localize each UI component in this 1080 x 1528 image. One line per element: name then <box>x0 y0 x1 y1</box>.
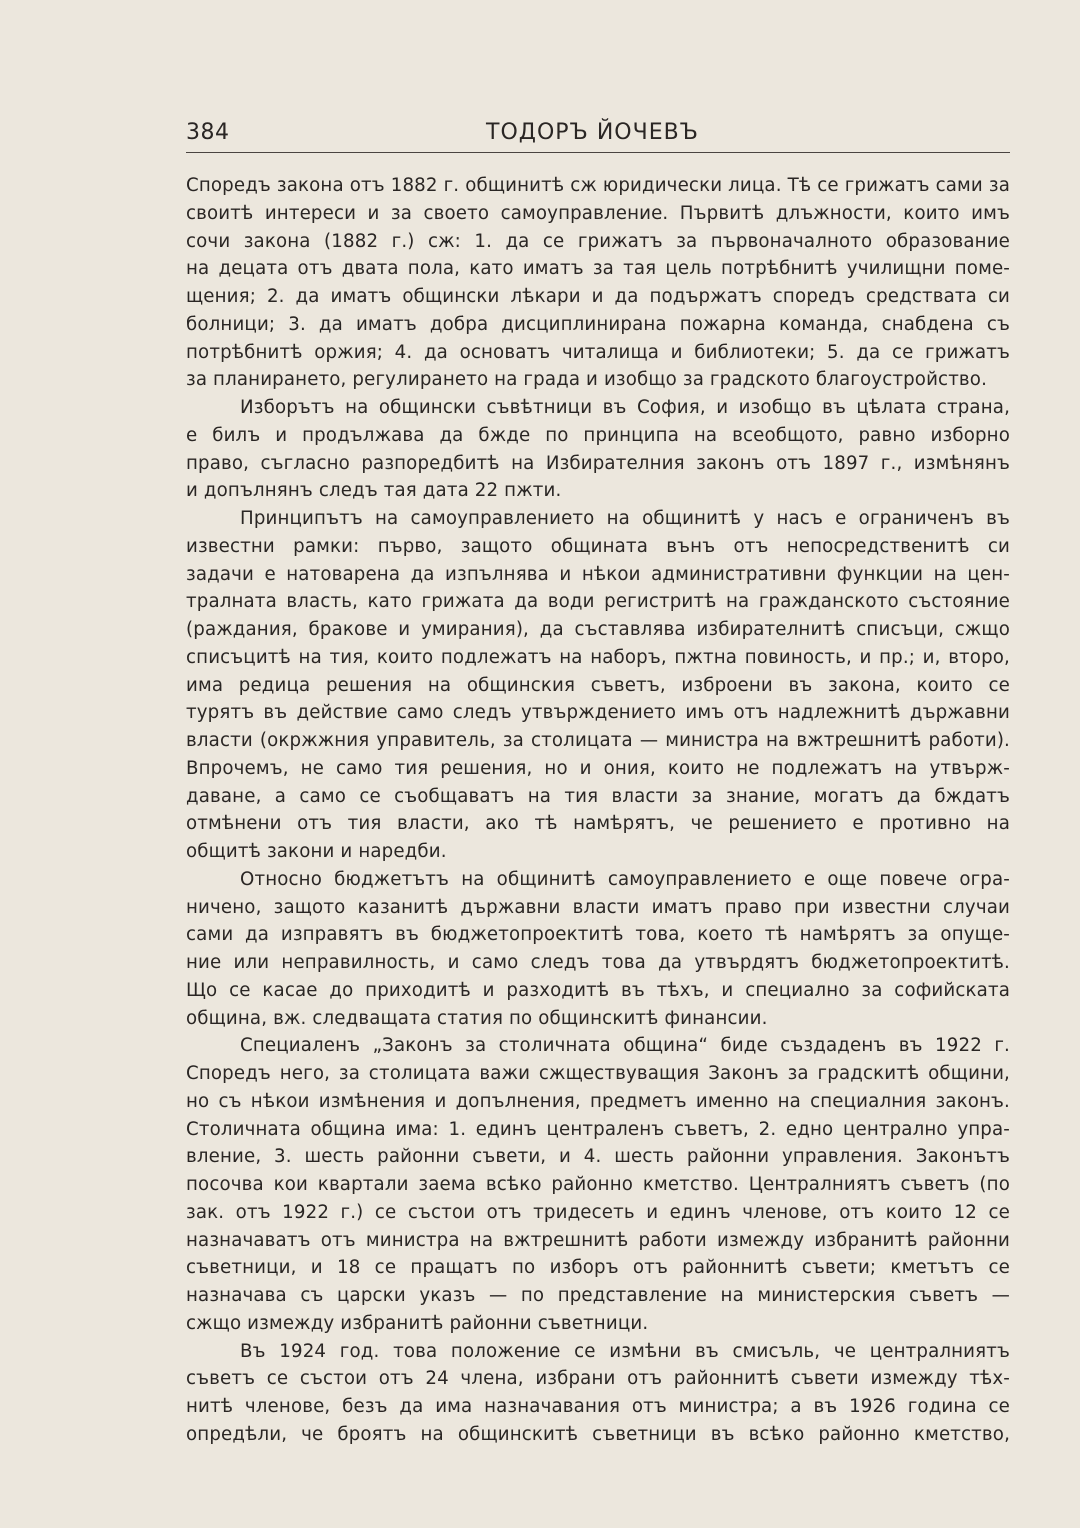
text-line: сочи закона (1882 г.) сж: 1. да се грижатъ за първоначалното образование <box>186 230 1010 252</box>
text-line: за планирането, регулирането на града и изобщо за градското благоустройство. <box>186 369 988 391</box>
text-line: даване, а само се съобщаватъ на тия власти за знание, могатъ да бждатъ <box>186 785 1010 807</box>
text-line: болници; 3. да иматъ добра дисциплинирана пожарна команда, снабдена съ <box>186 313 1010 335</box>
text-line: сами да изправятъ въ бюджетопроектитѣ това, което тѣ намѣрятъ за опуще- <box>186 924 1010 946</box>
text-line: задачи е натоварена да изпълнява и нѣкои административни функции на цен- <box>186 563 1010 585</box>
text-line: нитѣ членове, безъ да има назначавания отъ министра; а въ 1926 година се <box>186 1396 1010 1417</box>
text-line: съветъ се състои отъ 24 члена, избрани отъ районнитѣ съвети измежду тѣх- <box>186 1368 1010 1390</box>
text-line: Изборътъ на общински съвѣтници въ София, и изобщо въ цѣлата страна, <box>240 397 1010 418</box>
text-line: Специаленъ „Законъ за столичната община“ биде създаденъ въ 1922 г. <box>240 1035 1010 1057</box>
text-line: отмѣнени отъ тия власти, ако тѣ намѣрятъ, че решението е противно на <box>186 813 1010 835</box>
text-line: щения; 2. да иматъ общински лѣкари и да подържатъ споредъ средствата си <box>186 286 1010 307</box>
text-line: Споредъ закона отъ 1882 г. общинитѣ сж юридически лица. Тѣ се грижатъ сами за <box>186 175 1010 196</box>
running-title: ТОДОРЪ ЙОЧЕВЪ <box>486 120 699 145</box>
text-line: Столичната община има: 1. единъ централенъ съветъ, 2. едно централно упра- <box>186 1118 1010 1140</box>
text-line: своитѣ интереси и за своето самоуправление. Първитѣ длъжности, които имъ <box>186 202 1010 224</box>
text-line: е билъ и продължава да бжде по принципа на всеобщото, равно изборно <box>186 424 1010 446</box>
text-line: ничено, защото казанитѣ държавни власти иматъ право при известни случаи <box>186 896 1010 918</box>
text-line: Относно бюджетътъ на общинитѣ самоуправлението е още повече огра- <box>240 868 1010 890</box>
text-line: вление, 3. шесть районни съвети, и 4. шесть районни управления. Законътъ <box>186 1146 1010 1168</box>
text-line: има редица решения на общинския съветъ, изброени въ закона, които се <box>186 674 1010 696</box>
text-line: тралната власть, като грижата да води регистритѣ на гражданското състояние <box>186 591 1010 613</box>
text-line: Що се касае до приходитѣ и разходитѣ въ тѣхъ, и специално за софийската <box>186 979 1010 1001</box>
text-line: Споредъ него, за столицата важи сжществуващия Законъ за градскитѣ общини, <box>186 1063 1010 1084</box>
text-line: Въ 1924 год. това положение се измѣни въ смисъль, че централниятъ <box>240 1340 1010 1362</box>
text-line: право, съгласно разпоредбитѣ на Избирателния законъ отъ 1897 г., измѣнянъ <box>186 452 1010 474</box>
text-line: но съ нѣкои измѣнения и допълнения, предметъ именно на специалния законъ. <box>186 1090 1010 1112</box>
text-line: община, вж. следващата статия по общинскитѣ финансии. <box>186 1007 768 1029</box>
text-line: съветници, и 18 се пращатъ по изборъ отъ районнитѣ съвети; кметътъ се <box>186 1257 1010 1279</box>
text-line: на децата отъ двата пола, като иматъ за тая цель потрѣбнитѣ училищни поме- <box>186 258 1010 280</box>
text-line: и допълнянъ следъ тая дата 22 пжти. <box>186 480 562 502</box>
text-line: посочва кои квартали заема всѣко районно кметство. Централниятъ съветъ (по <box>186 1174 1010 1195</box>
text-line: назначаватъ отъ министра на вжтрешнитѣ работи измежду избранитѣ районни <box>186 1229 1010 1251</box>
text-line: Впрочемъ, не само тия решения, но и ония, които не подлежатъ на утвърж- <box>186 757 1010 779</box>
text-line: турятъ въ действие само следъ утвърждението имъ отъ надлежнитѣ държавни <box>186 702 1010 724</box>
text-line: ние или неправилность, и само следъ това да утвърдятъ бюджетопроектитѣ. <box>186 952 1010 973</box>
text-line: сжщо измежду избранитѣ районни съветници. <box>186 1312 649 1334</box>
text-line: назначава съ царски указъ — по представление на министерския съветъ — <box>186 1285 1010 1306</box>
text-line: списъцитѣ на тия, които подлежатъ на наборъ, пжтна повиность, и пр.; и, второ, <box>186 646 1010 668</box>
page-number: 384 <box>186 120 230 145</box>
page-header <box>186 118 1010 153</box>
text-line: опредѣли, че броятъ на общинскитѣ съветници въ всѣко районно кметство, <box>186 1423 1010 1445</box>
text-line: зак. отъ 1922 г.) се състои отъ тридесеть и единъ членове, отъ които 12 се <box>186 1201 1010 1223</box>
text-line: (раждания, бракове и умирания), да съставлява избирателнитѣ списъци, сжщо <box>186 619 1010 640</box>
text-line: известни рамки: първо, защото общината вънъ отъ непосредственитѣ си <box>186 535 1010 557</box>
text-line: общитѣ закони и наредби. <box>186 841 447 862</box>
text-line: потрѣбнитѣ оржия; 4. да основатъ читалища и библиотеки; 5. да се грижатъ <box>186 341 1010 363</box>
body-text <box>186 172 1010 1449</box>
text-line: власти (окржжния управитель, за столицата — министра на вжтрешнитѣ работи). <box>186 730 1010 751</box>
text-line: Принципътъ на самоуправлението на общинитѣ у насъ е ограниченъ въ <box>240 508 1010 529</box>
